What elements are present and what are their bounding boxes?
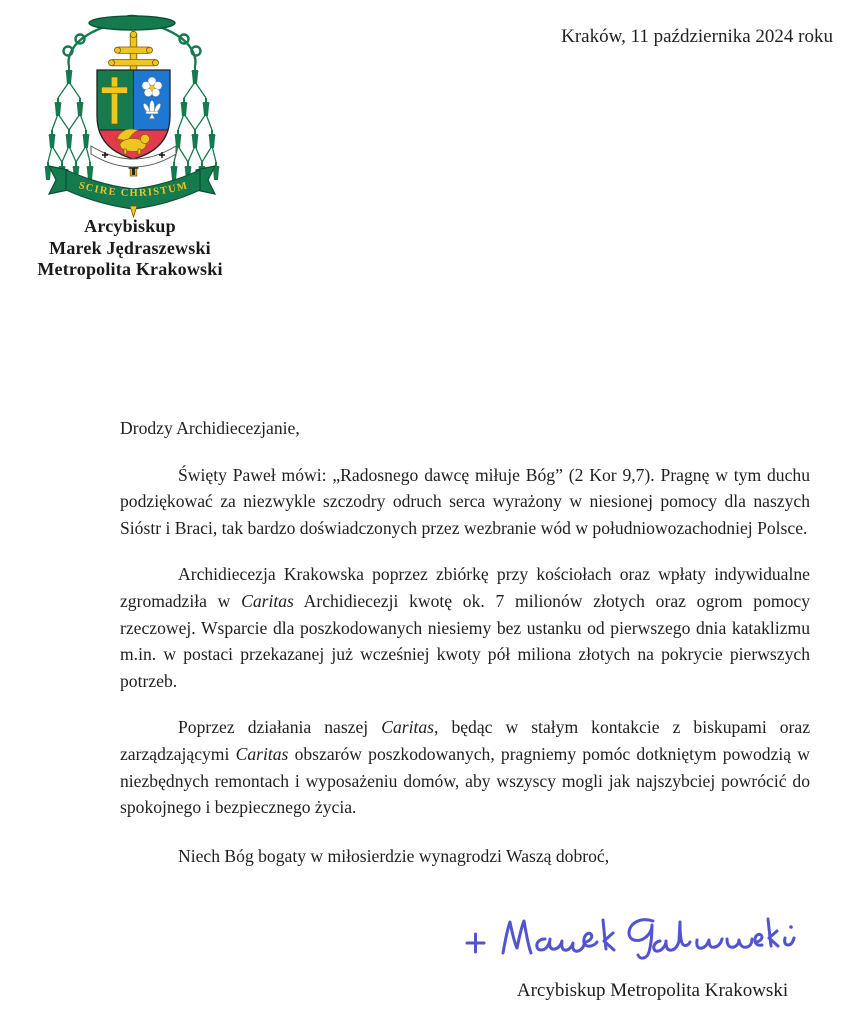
paragraph-2-text-a: Archidiecezja Krakowska poprzez zbiórkę przy kościołach oraz wpłaty indywidualne zgromadziła w (120, 564, 810, 611)
paragraph-2-text-b: Archidiecezji kwotę ok. 7 milionów złotych oraz ogrom pomocy rzeczowej. Wsparcie dla poszkodowanych niesiemy bez ustanku od pierwszego dnia kataklizmu m.in. w postaci przekazanej już wcześniej kwoty pół miliona złotych na pokrycie pierwszych potrzeb. (120, 590, 810, 691)
caritas-italic: Caritas (241, 590, 294, 611)
archdiocese-crest-icon (42, 8, 222, 218)
paragraph-1 (120, 462, 810, 542)
letterhead-title: Arcybiskup (84, 216, 176, 236)
caritas-italic: Caritas (235, 743, 289, 764)
paragraph-3-text-a: Poprzez działania naszej (178, 717, 382, 738)
signature-caption: Arcybiskup Metropolita Krakowski (516, 980, 789, 1001)
paragraph-3 (120, 714, 810, 820)
letterhead-name: Marek Jędraszewski (49, 237, 211, 258)
closing-line: Niech Bóg bogaty w miłosierdzie wynagrodzi Waszą dobroć, (178, 845, 610, 866)
handwritten-signature (455, 906, 800, 968)
paragraph-3-text-b: , będąc w stałym kontakcie z biskupami oraz zarządzającymi (120, 717, 811, 764)
caritas-italic: Caritas (381, 717, 435, 738)
crest-shield (97, 70, 170, 160)
galero-hat-icon (89, 16, 175, 31)
crest-motto: SCIRE CHRISTUM (77, 180, 190, 200)
letterhead-name-block (0, 216, 260, 281)
salutation: Drodzy Archidiecezjanie, (120, 418, 300, 438)
paragraph-1-text: Święty Paweł mówi: „Radosnego dawcę miłuje Bóg” (2 Kor 9,7). Pragnę w tym duchu podziękować za niezwykle szczodry odruch serca wyrażony w niesionej pomocy dla naszych Sióstr i Braci, tak bardzo doświadczonych przez wezbranie wód w południowozachodniej Polsce. (120, 464, 810, 538)
letterhead-role: Metropolita Krakowski (37, 259, 223, 279)
paragraph-2 (120, 561, 810, 694)
signature-i-dot (789, 925, 793, 929)
letter-body (120, 415, 810, 869)
paragraph-3-text-c: obszarów poszkodowanych, pragniemy pomóc dotkniętym powodzią w niezbędnych remontach i wyposażeniu domów, aby wszyscy mogli jak najszybciej powrócić do spokojnego i bezpiecznego życia. (120, 743, 810, 818)
letter-date: Kraków, 11 października 2024 roku (561, 26, 833, 47)
